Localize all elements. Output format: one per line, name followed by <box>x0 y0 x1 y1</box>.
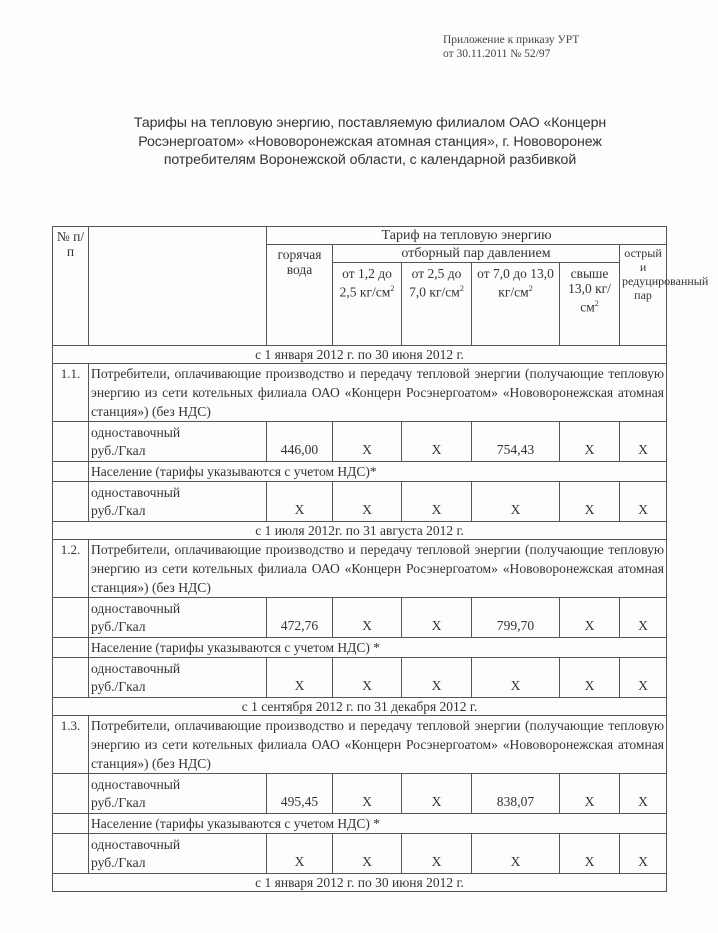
value-cell: Х <box>402 598 472 638</box>
period-row: с 1 января 2012 г. по 30 июня 2012 г. <box>53 874 667 892</box>
value-cell: Х <box>472 658 560 698</box>
rate-label: одноставочный руб./Гкал <box>89 482 267 522</box>
value-cell: Х <box>620 774 667 814</box>
value-cell: 838,07 <box>472 774 560 814</box>
header-pressure-3: от 7,0 до 13,0 $кг/см^2$ <box>472 263 560 346</box>
value-cell: 472,76 <box>267 598 333 638</box>
header-blank <box>89 227 267 346</box>
value-cell: Х <box>333 422 402 462</box>
period-row: с 1 января 2012 г. по 30 июня 2012 г. <box>53 346 667 364</box>
rate-label: одноставочный руб./Гкал <box>89 834 267 874</box>
header-pressure-4: свыше 13,0 $кг/см^2$ <box>560 263 620 346</box>
value-cell: Х <box>402 422 472 462</box>
value-cell: Х <box>560 422 620 462</box>
title-line-1: Тарифы на тепловую энергию, поставляемую филиалом ОАО «Концерн <box>133 115 607 131</box>
value-cell: Х <box>560 658 620 698</box>
period-row: с 1 июля 2012г. по 31 августа 2012 г. <box>53 522 667 540</box>
value-cell: Х <box>620 834 667 874</box>
value-cell: Х <box>620 422 667 462</box>
value-cell: Х <box>402 658 472 698</box>
empty-cell <box>53 482 89 522</box>
empty-cell <box>53 462 89 482</box>
value-cell: Х <box>333 482 402 522</box>
population-label: Население (тарифы указываются с учетом НДС) * <box>89 814 667 834</box>
population-label: Население (тарифы указываются с учетом НДС)* <box>89 462 667 482</box>
value-cell: Х <box>472 482 560 522</box>
empty-cell <box>53 598 89 638</box>
section-number: 1.3. <box>53 716 89 774</box>
value-cell: Х <box>333 658 402 698</box>
consumer-description: Потребители, оплачивающие производство и передачу тепловой энергии (получающие тепловую энергию из сети котельных филиала ОАО «Концерн Росэнергоатом» «Нововоронежская атомная станция») (без НДС) <box>89 364 667 422</box>
value-cell: Х <box>402 834 472 874</box>
tariff-table <box>52 226 709 892</box>
header-sharp-steam: острый и редуцированный пар <box>620 245 667 346</box>
value-cell: Х <box>620 598 667 638</box>
title-line-2: Росэнергоатом» «Нововоронежская атомная станция», г. Нововоронеж <box>138 133 602 150</box>
header-pressure-2: от 2,5 до 7,0 $кг/см^2$ <box>402 263 472 346</box>
value-cell: Х <box>560 834 620 874</box>
empty-cell <box>53 422 89 462</box>
value-cell: Х <box>560 774 620 814</box>
value-cell: Х <box>560 598 620 638</box>
section-number: 1.2. <box>53 540 89 598</box>
header-tariff: Тариф на тепловую энергию <box>267 227 667 245</box>
value-cell: Х <box>267 482 333 522</box>
section-number: 1.1. <box>53 364 89 422</box>
header-steam: отборный пар давлением <box>333 245 620 263</box>
appendix-line-1: Приложение к приказу УРТ <box>443 34 580 46</box>
value-cell: Х <box>560 482 620 522</box>
value-cell: Х <box>267 658 333 698</box>
appendix-line-2: от 30.11.2011 № 52/97 <box>443 48 551 60</box>
value-cell: Х <box>402 482 472 522</box>
rate-label: одноставочный руб./Гкал <box>89 658 267 698</box>
empty-cell <box>53 638 89 658</box>
empty-cell <box>53 814 89 834</box>
rate-label: одноставочный руб./Гкал <box>89 598 267 638</box>
value-cell: 495,45 <box>267 774 333 814</box>
header-pressure-1: от 1,2 до 2,5 $кг/см^2$ <box>333 263 402 346</box>
value-cell: Х <box>402 774 472 814</box>
value-cell: Х <box>333 774 402 814</box>
rate-label: одноставочный руб./Гкал <box>89 422 267 462</box>
value-cell: Х <box>620 658 667 698</box>
value-cell: 799,70 <box>472 598 560 638</box>
header-hot-water: горячая вода <box>267 245 333 346</box>
value-cell: 446,00 <box>267 422 333 462</box>
value-cell: Х <box>472 834 560 874</box>
value-cell: Х <box>333 834 402 874</box>
empty-cell <box>53 774 89 814</box>
document-title <box>70 114 670 170</box>
header-num: № п/п <box>53 227 89 346</box>
consumer-description: Потребители, оплачивающие производство и передачу тепловой энергии (получающие тепловую энергию из сети котельных филиала ОАО «Концерн Росэнергоатом» «Нововоронежская атомная станция») (без НДС) <box>89 716 667 774</box>
empty-cell <box>53 658 89 698</box>
value-cell: Х <box>333 598 402 638</box>
appendix-note <box>443 33 579 61</box>
consumer-description: Потребители, оплачивающие производство и передачу тепловой энергии (получающие тепловую энергию из сети котельных филиала ОАО «Концерн Росэнергоатом» «Нововоронежская атомная станция») (без НДС) <box>89 540 667 598</box>
title-line-3: потребителям Воронежской области, с календарной разбивкой <box>163 152 577 168</box>
value-cell: Х <box>620 482 667 522</box>
period-row: с 1 сентября 2012 г. по 31 декабря 2012 г. <box>53 698 667 716</box>
population-label: Население (тарифы указываются с учетом НДС) * <box>89 638 667 658</box>
rate-label: одноставочный руб./Гкал <box>89 774 267 814</box>
value-cell: 754,43 <box>472 422 560 462</box>
empty-cell <box>53 834 89 874</box>
value-cell: Х <box>267 834 333 874</box>
